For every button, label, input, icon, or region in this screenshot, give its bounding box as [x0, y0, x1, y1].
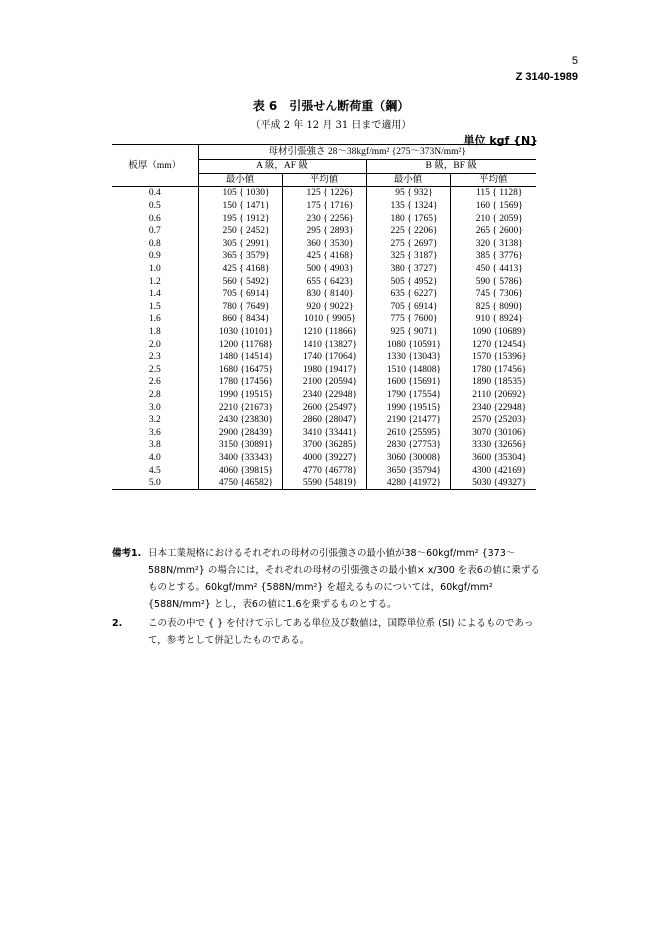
- cell-grade-b-min: 3060 {30008}: [366, 452, 450, 465]
- cell-grade-a-avg: 125 { 1226}: [282, 187, 366, 200]
- notes: [112, 545, 542, 649]
- cell-grade-b-avg: 320 { 3138}: [450, 238, 536, 251]
- cell-grade-a-avg: 4000 {39227}: [282, 452, 366, 465]
- cell-grade-b-min: 4280 {41972}: [366, 477, 450, 490]
- table-row: [112, 313, 536, 326]
- cell-grade-a-min: 3400 {33343}: [198, 452, 282, 465]
- table-row: [112, 238, 536, 251]
- cell-thickness: 2.3: [148, 352, 161, 363]
- table-row: [112, 212, 536, 225]
- table-row: [112, 389, 536, 402]
- cell-grade-b-min: 135 { 1324}: [366, 200, 450, 213]
- cell-grade-b-avg: 2340 {22948}: [450, 401, 536, 414]
- cell-thickness: 1.8: [148, 327, 161, 338]
- cell-thickness: 2.6: [148, 377, 161, 388]
- header-thickness: 板厚（mm）: [112, 145, 198, 187]
- note-1-label: 備考1.: [112, 548, 142, 559]
- table-subtitle: （平成 2 年 12 月 31 日まで適用）: [250, 120, 412, 131]
- table-row: [112, 477, 536, 490]
- cell-grade-a-avg: 2600 {25497}: [282, 401, 366, 414]
- cell-thickness: 1.0: [148, 264, 161, 275]
- cell-grade-b-min: 1330 {13043}: [366, 351, 450, 364]
- cell-grade-b-min: 2610 {25595}: [366, 426, 450, 439]
- cell-grade-b-avg: 825 { 8090}: [450, 301, 536, 314]
- cell-grade-a-avg: 1010 { 9905}: [282, 313, 366, 326]
- cell-grade-b-min: 3650 {35794}: [366, 464, 450, 477]
- cell-grade-b-avg: 3600 {35304}: [450, 452, 536, 465]
- table-title: 表 6 引張せん断荷重（鋼）: [252, 99, 410, 113]
- cell-grade-a-avg: 830 { 8140}: [282, 288, 366, 301]
- cell-grade-b-min: 1990 {19515}: [366, 401, 450, 414]
- cell-grade-b-min: 635 { 6227}: [366, 288, 450, 301]
- cell-grade-a-avg: 3410 {33441}: [282, 426, 366, 439]
- cell-grade-b-min: 705 { 6914}: [366, 301, 450, 314]
- table-row: [112, 200, 536, 213]
- cell-grade-b-avg: 910 { 8924}: [450, 313, 536, 326]
- cell-grade-b-avg: 1270 {12454}: [450, 338, 536, 351]
- cell-grade-a-avg: 2100 {20594}: [282, 376, 366, 389]
- table-row: [112, 326, 536, 339]
- table-row: [112, 250, 536, 263]
- cell-grade-b-avg: 4300 {42169}: [450, 464, 536, 477]
- cell-grade-b-min: 1790 {17554}: [366, 389, 450, 402]
- cell-grade-a-avg: 4770 {46778}: [282, 464, 366, 477]
- cell-grade-a-min: 150 { 1471}: [198, 200, 282, 213]
- cell-grade-a-min: 1030 {10101}: [198, 326, 282, 339]
- cell-grade-b-min: 2830 {27753}: [366, 439, 450, 452]
- table-row: [112, 401, 536, 414]
- cell-thickness: 0.9: [148, 251, 161, 262]
- table-row: [112, 301, 536, 314]
- cell-grade-b-avg: 115 { 1128}: [450, 187, 536, 200]
- cell-grade-a-avg: 655 { 6423}: [282, 275, 366, 288]
- cell-grade-b-min: 505 { 4952}: [366, 275, 450, 288]
- cell-grade-a-min: 1680 {16475}: [198, 364, 282, 377]
- cell-thickness: 4.0: [148, 452, 161, 463]
- table-row: [112, 288, 536, 301]
- table-row: [112, 263, 536, 276]
- cell-grade-a-min: 2210 {21673}: [198, 401, 282, 414]
- note-2: [112, 615, 542, 649]
- page-number: 5: [571, 55, 578, 67]
- cell-thickness: 3.8: [148, 440, 161, 451]
- header-avg-a: 平均値: [282, 173, 366, 187]
- cell-grade-a-avg: 1210 {11866}: [282, 326, 366, 339]
- standard-number: Z 3140-1989: [515, 71, 578, 83]
- cell-grade-a-min: 195 { 1912}: [198, 212, 282, 225]
- header-grade-b: B 級，BF 級: [366, 160, 536, 174]
- cell-grade-b-avg: 2570 {25203}: [450, 414, 536, 427]
- cell-thickness: 1.4: [148, 289, 161, 300]
- cell-grade-b-min: 380 { 3727}: [366, 263, 450, 276]
- table-row: [112, 338, 536, 351]
- cell-grade-a-avg: 3700 {36285}: [282, 439, 366, 452]
- cell-grade-a-avg: 175 { 1716}: [282, 200, 366, 213]
- cell-grade-b-avg: 1090 {10689}: [450, 326, 536, 339]
- cell-grade-b-avg: 745 { 7306}: [450, 288, 536, 301]
- table-row: [112, 439, 536, 452]
- cell-grade-a-min: 365 { 3579}: [198, 250, 282, 263]
- table-row: [112, 426, 536, 439]
- cell-grade-b-avg: 450 { 4413}: [450, 263, 536, 276]
- cell-grade-b-min: 775 { 7600}: [366, 313, 450, 326]
- cell-grade-b-avg: 5030 {49327}: [450, 477, 536, 490]
- table-row: [112, 351, 536, 364]
- note-1-text: 日本工業規格におけるそれぞれの母材の引張強さの最小値が38〜60kgf/mm² {373〜588N/mm²} の場合には，それぞれの母材の引張強さの最小値× x/300 を表6の値に乗ずるものとする。60kgf/mm² {588N/mm²} を超えるものについては，60kgf/mm² {588N/mm²} とし，表6の値に1.6を乗ずるものとする。: [148, 548, 540, 610]
- note-2-text: この表の中で { } を付けて示してある単位及び数値は，国際単位系 (SI) によるものであって，参考として併記したものである。: [148, 618, 534, 646]
- unit-label: 単位 kgf {N}: [463, 134, 538, 147]
- table-body: [112, 187, 536, 490]
- cell-grade-a-min: 250 { 2452}: [198, 225, 282, 238]
- cell-thickness: 0.7: [148, 226, 161, 237]
- cell-grade-a-min: 305 { 2991}: [198, 238, 282, 251]
- cell-grade-b-min: 1080 {10591}: [366, 338, 450, 351]
- shear-load-table: [112, 144, 536, 490]
- cell-thickness: 0.4: [148, 188, 161, 199]
- cell-thickness: 5.0: [112, 477, 198, 490]
- cell-grade-a-min: 560 { 5492}: [198, 275, 282, 288]
- cell-grade-a-avg: 2860 {28047}: [282, 414, 366, 427]
- cell-grade-b-min: 1600 {15691}: [366, 376, 450, 389]
- cell-thickness: 3.2: [148, 415, 161, 426]
- cell-grade-a-avg: 295 { 2893}: [282, 225, 366, 238]
- cell-grade-a-avg: 1740 {17064}: [282, 351, 366, 364]
- cell-thickness: 2.5: [148, 364, 161, 375]
- cell-thickness: 0.6: [148, 213, 161, 224]
- note-1: [112, 545, 542, 613]
- cell-grade-a-min: 4060 {39815}: [198, 464, 282, 477]
- cell-grade-b-avg: 3070 {30106}: [450, 426, 536, 439]
- table-row: [112, 376, 536, 389]
- cell-grade-b-avg: 265 { 2600}: [450, 225, 536, 238]
- cell-grade-a-min: 1990 {19515}: [198, 389, 282, 402]
- cell-grade-a-min: 425 { 4168}: [198, 263, 282, 276]
- table-row: [112, 364, 536, 377]
- cell-grade-a-avg: 2340 {22948}: [282, 389, 366, 402]
- cell-grade-b-min: 925 { 9071}: [366, 326, 450, 339]
- cell-grade-b-avg: 3330 {32656}: [450, 439, 536, 452]
- table-row: [112, 275, 536, 288]
- header-min-a: 最小値: [198, 173, 282, 187]
- table-row: [112, 452, 536, 465]
- cell-grade-b-avg: 1890 {18535}: [450, 376, 536, 389]
- cell-grade-b-avg: 590 { 5786}: [450, 275, 536, 288]
- cell-grade-b-min: 325 { 3187}: [366, 250, 450, 263]
- cell-thickness: 1.5: [148, 301, 161, 312]
- cell-grade-a-avg: 5590 {54819}: [282, 477, 366, 490]
- cell-grade-a-min: 860 { 8434}: [198, 313, 282, 326]
- table-row: [112, 414, 536, 427]
- cell-grade-b-min: 180 { 1765}: [366, 212, 450, 225]
- cell-grade-a-avg: 360 { 3530}: [282, 238, 366, 251]
- cell-grade-b-min: 225 { 2206}: [366, 225, 450, 238]
- table-row: [112, 464, 536, 477]
- cell-thickness: 3.6: [148, 427, 161, 438]
- header-base-strength: 母材引張強さ 28〜38kgf/mm² {275〜373N/mm²}: [198, 145, 536, 160]
- cell-thickness: 4.5: [148, 465, 161, 476]
- cell-thickness: 2.0: [148, 339, 161, 350]
- cell-grade-a-min: 705 { 6914}: [198, 288, 282, 301]
- header-avg-b: 平均値: [450, 173, 536, 187]
- cell-grade-a-min: 2430 {23830}: [198, 414, 282, 427]
- cell-grade-b-min: 275 { 2697}: [366, 238, 450, 251]
- header-grade-a: A 級，AF 級: [198, 160, 366, 174]
- cell-grade-b-avg: 1780 {17456}: [450, 364, 536, 377]
- cell-grade-a-avg: 1410 {13827}: [282, 338, 366, 351]
- cell-grade-b-min: 2190 {21477}: [366, 414, 450, 427]
- cell-thickness: 1.6: [148, 314, 161, 325]
- cell-grade-a-min: 4750 {46582}: [198, 477, 282, 490]
- note-2-label: 2.: [112, 618, 123, 629]
- cell-grade-b-min: 95 { 932}: [366, 187, 450, 200]
- cell-grade-a-avg: 500 { 4903}: [282, 263, 366, 276]
- table-row: [112, 225, 536, 238]
- cell-grade-b-avg: 1570 {15396}: [450, 351, 536, 364]
- cell-grade-a-min: 3150 {30891}: [198, 439, 282, 452]
- cell-grade-a-min: 1780 {17456}: [198, 376, 282, 389]
- cell-thickness: 0.8: [148, 238, 161, 249]
- cell-grade-a-min: 2900 {28439}: [198, 426, 282, 439]
- cell-grade-a-avg: 1980 {19417}: [282, 364, 366, 377]
- cell-grade-b-avg: 210 { 2059}: [450, 212, 536, 225]
- cell-grade-b-avg: 160 { 1569}: [450, 200, 536, 213]
- cell-thickness: 2.8: [148, 389, 161, 400]
- cell-grade-a-avg: 920 { 9022}: [282, 301, 366, 314]
- cell-grade-a-min: 105 { 1030}: [198, 187, 282, 200]
- cell-grade-b-avg: 385 { 3776}: [450, 250, 536, 263]
- cell-grade-a-min: 1200 {11768}: [198, 338, 282, 351]
- cell-grade-a-min: 1480 {14514}: [198, 351, 282, 364]
- cell-thickness: 3.0: [148, 402, 161, 413]
- cell-thickness: 1.2: [148, 276, 161, 287]
- table-row: [112, 187, 536, 200]
- cell-grade-b-min: 1510 {14808}: [366, 364, 450, 377]
- cell-grade-a-min: 780 { 7649}: [198, 301, 282, 314]
- cell-grade-b-avg: 2110 {20692}: [450, 389, 536, 402]
- header-min-b: 最小値: [366, 173, 450, 187]
- cell-grade-a-avg: 425 { 4168}: [282, 250, 366, 263]
- cell-thickness: 0.5: [148, 201, 161, 212]
- cell-grade-a-avg: 230 { 2256}: [282, 212, 366, 225]
